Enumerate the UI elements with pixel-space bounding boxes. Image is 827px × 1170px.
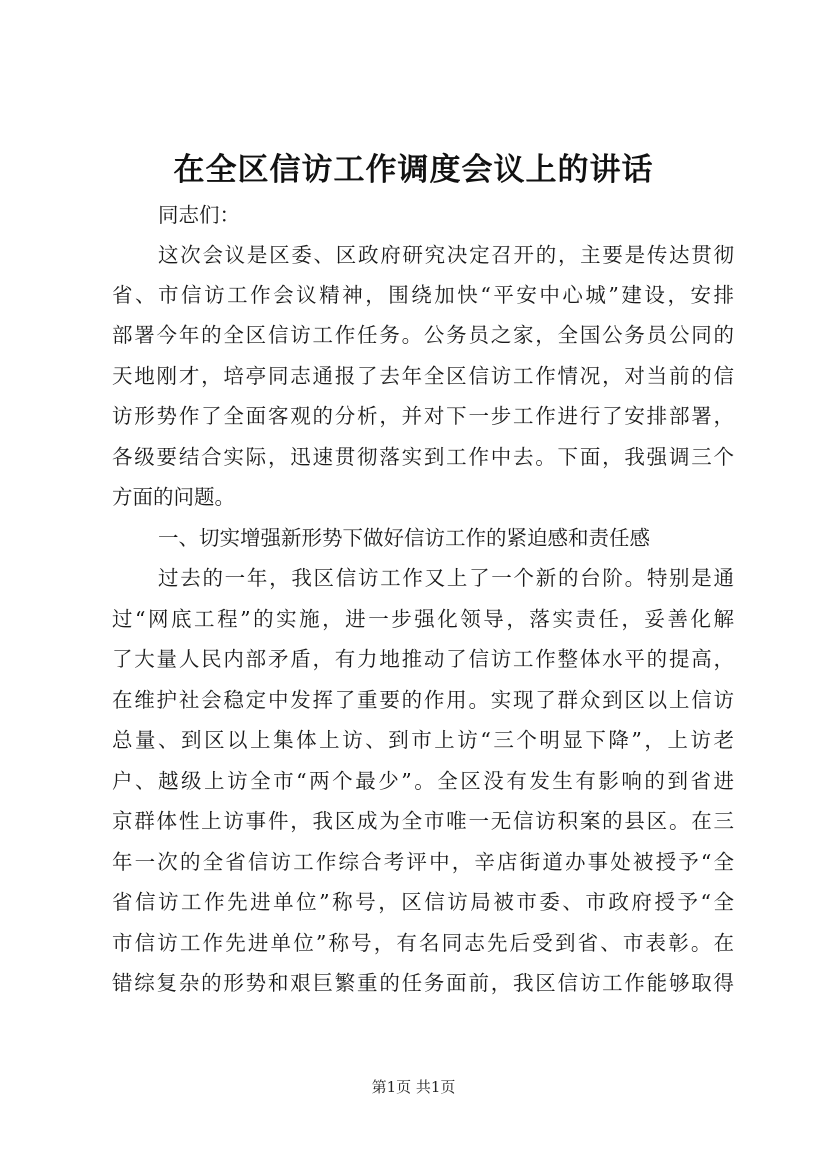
page-footer: 第1页 共1页	[371, 1078, 456, 1096]
paragraph-line: 部署今年的全区信访工作任务。公务员之家，全国公务员公同的	[112, 323, 734, 347]
paragraph-line: 过“网底工程”的实施，进一步强化领导，落实责任，妥善化解	[112, 607, 734, 631]
paragraph-line: 年一次的全省信访工作综合考评中，辛店街道办事处被授予“全	[112, 850, 734, 874]
paragraph-line: 省、市信访工作会议精神，围绕加快“平安中心城”建设，安排	[112, 283, 734, 307]
paragraph-line: 访形势作了全面客观的分析，并对下一步工作进行了安排部署，	[112, 404, 734, 428]
paragraph-line: 在维护社会稳定中发挥了重要的作用。实现了群众到区以上信访	[112, 688, 734, 712]
paragraph-line: 过去的一年，我区信访工作又上了一个新的台阶。特别是通	[158, 566, 734, 590]
paragraph-line: 京群体性上访事件，我区成为全市唯一无信访积案的县区。在三	[112, 809, 734, 833]
section-heading: 一、切实增强新形势下做好信访工作的紧迫感和责任感	[158, 526, 650, 550]
paragraph-line: 这次会议是区委、区政府研究决定召开的，主要是传达贯彻	[158, 243, 734, 267]
paragraph-line: 各级要结合实际，迅速贯彻落实到工作中去。下面，我强调三个	[112, 445, 734, 469]
document-title: 在全区信访工作调度会议上的讲话	[173, 152, 654, 188]
salutation: 同志们：	[158, 203, 240, 227]
paragraph-line: 方面的问题。	[112, 485, 235, 509]
paragraph-line: 市信访工作先进单位”称号，有名同志先后受到省、市表彰。在	[112, 931, 734, 955]
paragraph-line: 省信访工作先进单位”称号，区信访局被市委、市政府授予“全	[112, 890, 734, 914]
paragraph-line: 户、越级上访全市“两个最少”。全区没有发生有影响的到省进	[112, 769, 734, 793]
paragraph-line: 了大量人民内部矛盾，有力地推动了信访工作整体水平的提高，	[112, 647, 734, 671]
paragraph-line: 总量、到区以上集体上访、到市上访“三个明显下降”，上访老	[112, 728, 734, 752]
paragraph-line: 错综复杂的形势和艰巨繁重的任务面前，我区信访工作能够取得	[112, 971, 734, 995]
paragraph-line: 天地刚才，培亭同志通报了去年全区信访工作情况，对当前的信	[112, 364, 734, 388]
